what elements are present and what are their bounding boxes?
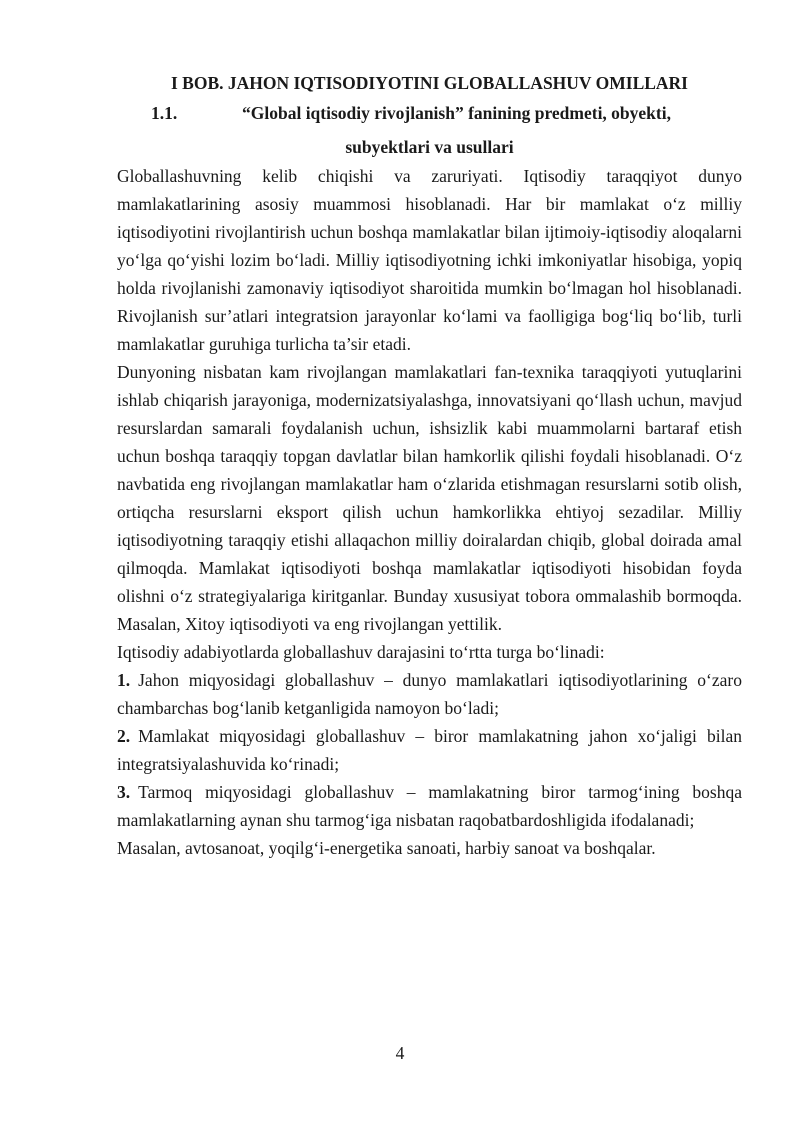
page-number: 4: [395, 1043, 405, 1063]
section-number: 1.1.: [151, 103, 178, 123]
list-item: [117, 666, 742, 722]
section-heading: [117, 102, 742, 158]
paragraph: Globallashuvning kelib chiqishi va zaruriyati. Iqtisodiy taraqqiyot dunyo mamlakatlarining asosiy muammosi hisoblanadi. Har bir mamlakat o‘z milliy iqtisodiyotini rivojlantirish uchun boshqa mamlakatlar bilan ijtimoiy-iqtisodiy aloqalarni yo‘lga qo‘yishi lozim bo‘ladi. Milliy iqtisodiyotning ichki imkoniyatlar hisobiga, yopiq holda rivojlanishi zamonaviy iqtisodiyot sharoitida mumkin bo‘lmagan hol hisoblanadi. Rivojlanish sur’atlari integratsion jarayonlar ko‘lami va faolligiga bog‘liq bo‘lib, turli mamlakatlar guruhiga turlicha ta’sir etadi.: [117, 166, 742, 354]
closing-paragraph: Masalan, avtosanoat, yoqilg‘i-energetika sanoati, harbiy sanoat va boshqalar.: [117, 838, 656, 858]
chapter-title: I BOB. JAHON IQTISODIYOTINI GLOBALLASHUV OMILLARI: [170, 73, 688, 93]
paragraph: Iqtisodiy adabiyotlarda globallashuv darajasini to‘rtta turga bo‘linadi:: [117, 642, 605, 662]
document-page: [117, 72, 742, 862]
paragraph: Dunyoning nisbatan kam rivojlangan mamlakatlari fan-texnika taraqqiyoti yutuqlarini ishlab chiqarish jarayoniga, modernizatsiyalashga, innovatsiyani qo‘llash uchun, mavjud resurslardan samarali foydalanish uchun, ishsizlik kabi muammolarni bartaraf etish uchun boshqa taraqqiy topgan davlatlar bilan hamkorlik qilishi foydali hisoblanadi. O‘z navbatida eng rivojlangan mamlakatlar ham o‘zlarida etishmagan resurslarni sotib olish, ortiqcha resurslarni eksport qilish uchun hamkorlikka ehtiyoj sezadilar. Milliy iqtisodiyotning taraqqiy etishi allaqachon milliy doiralardan chiqib, global doirada amal qilmoqda. Mamlakat iqtisodiyoti boshqa mamlakatlar iqtisodiyoti hisobidan foyda olishni o‘z strategiyalariga kiritganlar. Bunday xususiyat tobora ommalashib bormoqda. Masalan, Xitoy iqtisodiyoti va eng rivojlangan yettilik.: [117, 362, 742, 634]
list-item-number: 2.: [117, 726, 131, 746]
list-item: [117, 722, 742, 778]
list-item: [117, 778, 742, 834]
list-item-number: 1.: [117, 670, 131, 690]
list-item-number: 3.: [117, 782, 131, 802]
list-item-text: Tarmoq miqyosidagi globallashuv – mamlakatning biror tarmog‘ining boshqa mamlakatlarning aynan shu tarmog‘iga nisbatan raqobatbardoshligida ifodalanadi;: [117, 782, 742, 830]
list-item-text: Mamlakat miqyosidagi globallashuv – biror mamlakatning jahon xo‘jaligi bilan integratsiyalashuvida ko‘rinadi;: [117, 726, 742, 774]
section-heading-line1: [117, 102, 742, 124]
section-title-line2: subyektlari va usullari: [345, 137, 514, 157]
list-item-text: Jahon miqyosidagi globallashuv – dunyo mamlakatlari iqtisodiyotlarining o‘zaro chambarchas bog‘lanib ketganligida namoyon bo‘ladi;: [117, 670, 742, 718]
section-title-line1: “Global iqtisodiy rivojlanish” fanining predmeti, obyekti,: [242, 103, 671, 123]
